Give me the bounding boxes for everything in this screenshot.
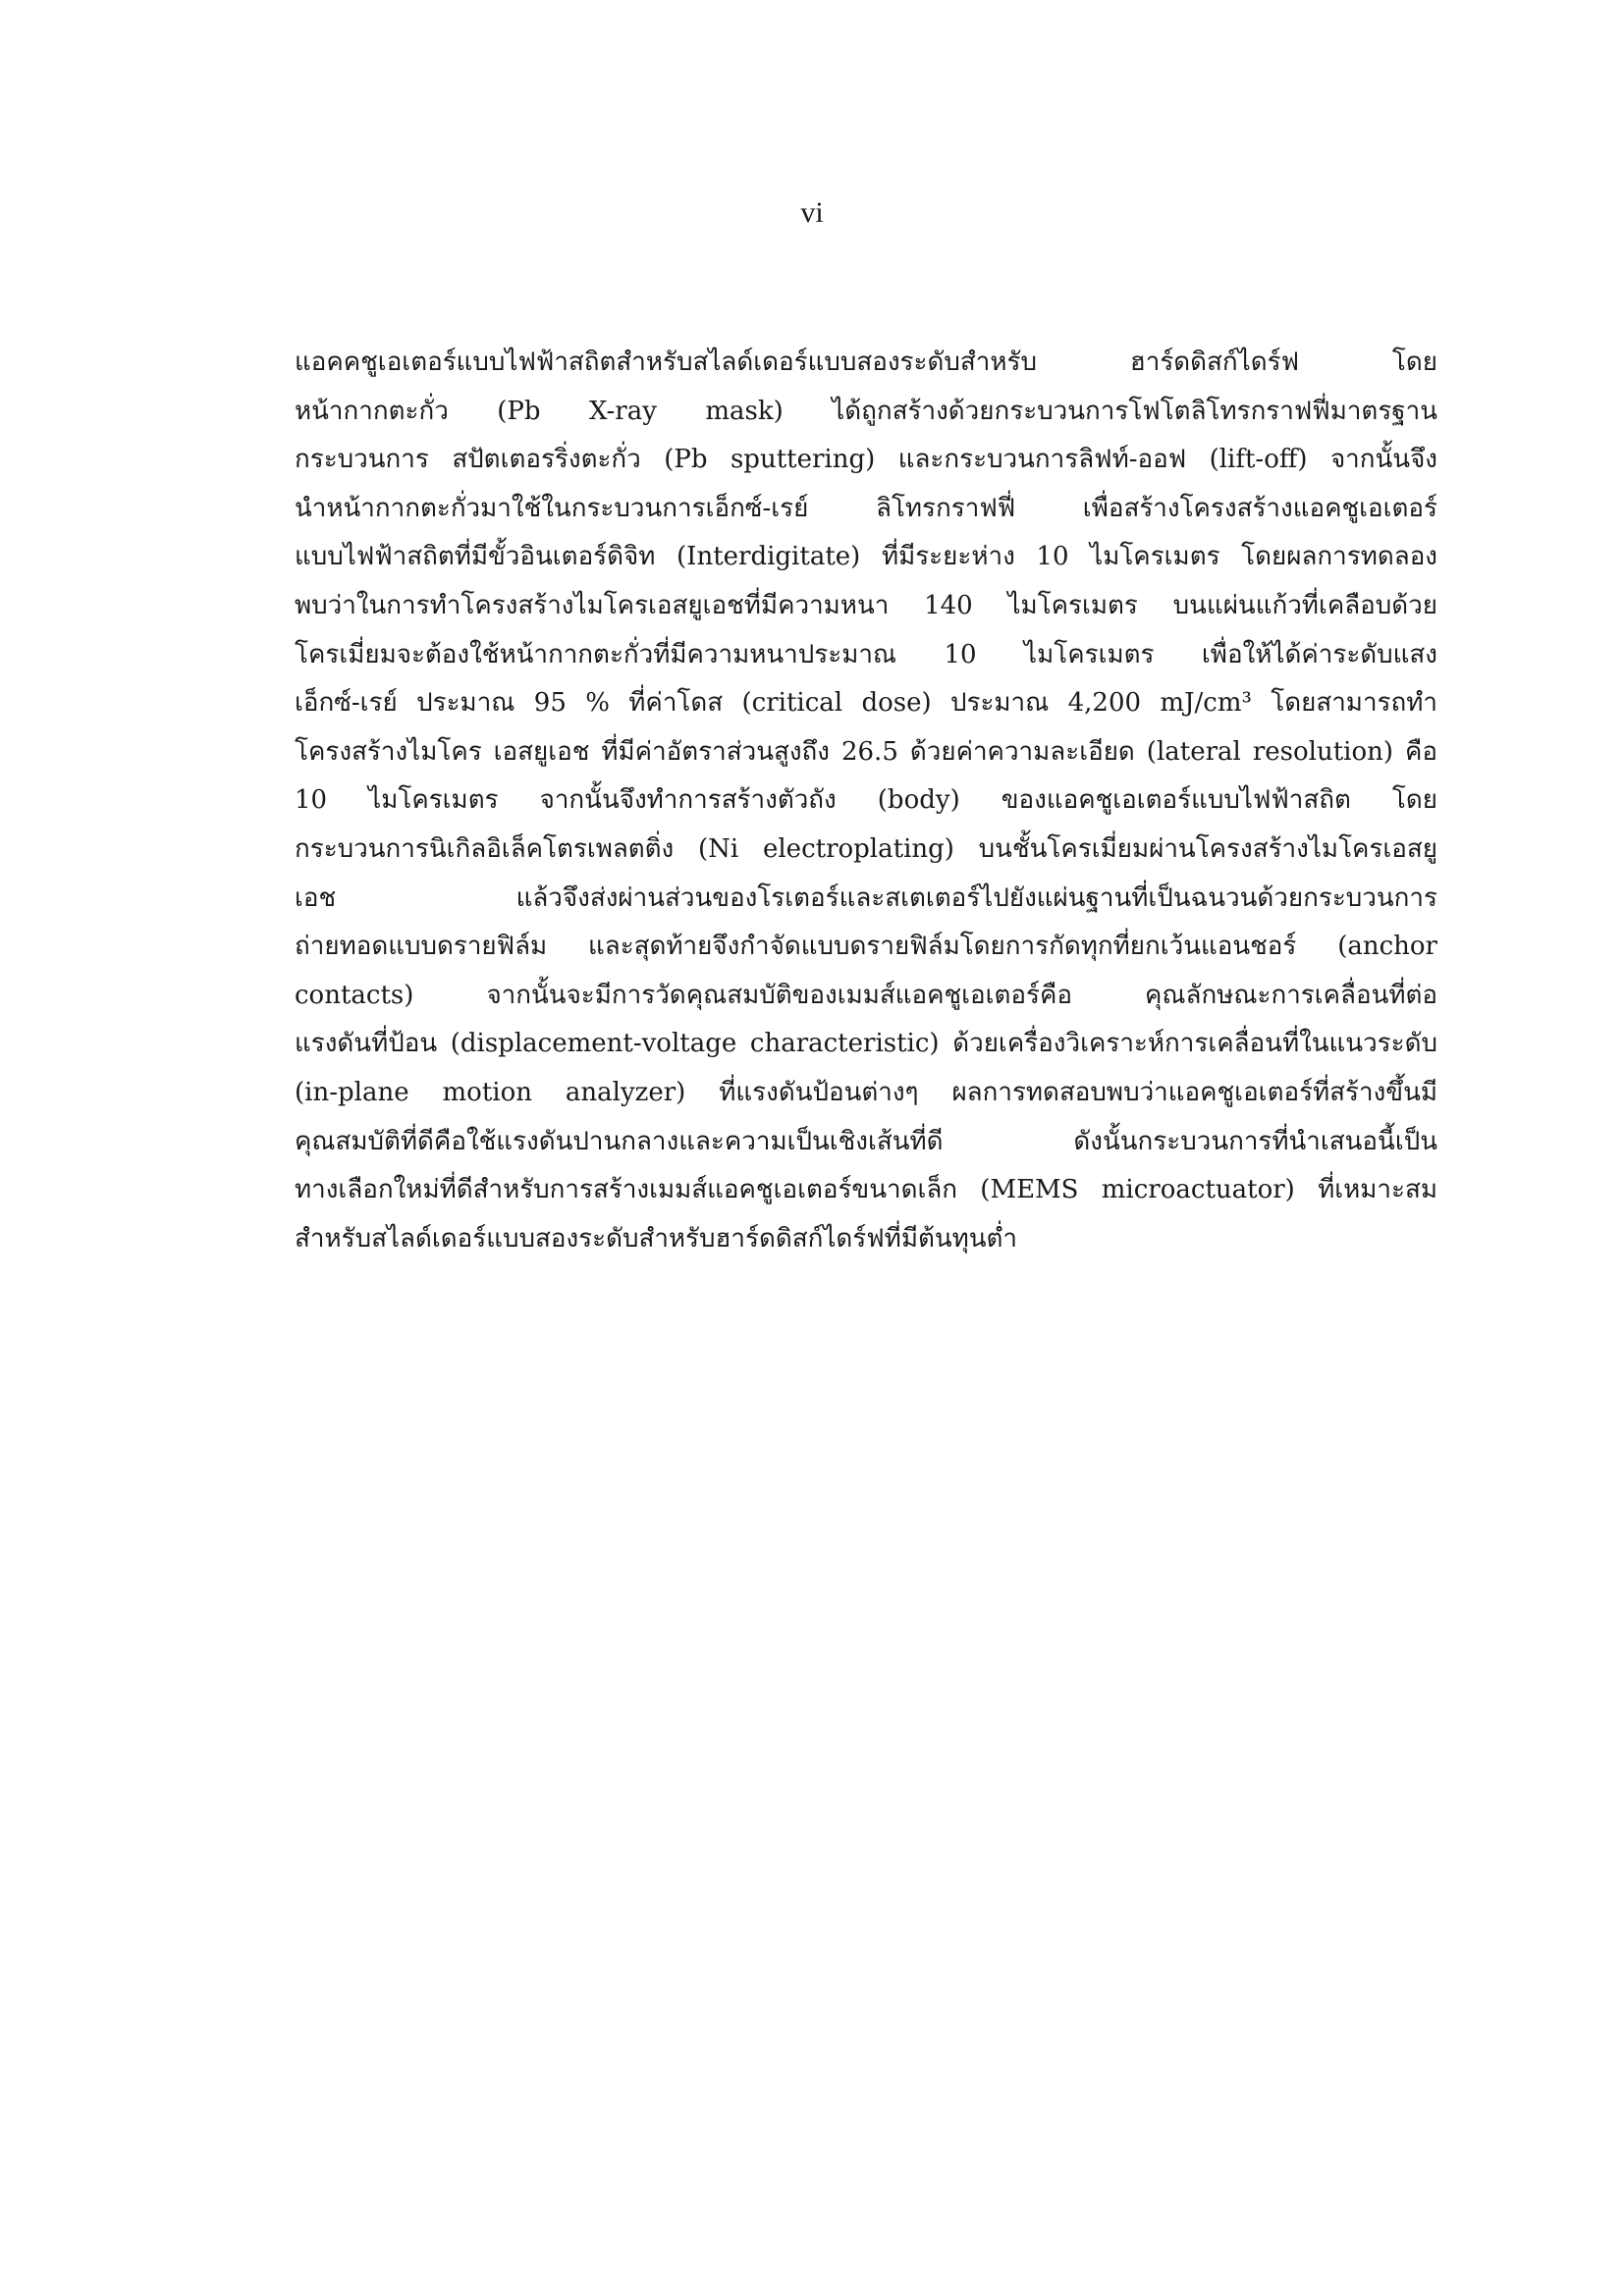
paragraph-line-18: ทางเลือกใหม่ที่ดีสำหรับการสร้างเมมส์แอคชูเอเตอร์ขนาดเล็ก (MEMS microactuator) ที่เหมาะสม	[295, 1175, 1437, 1205]
paragraph-line-9: โครงสร้างไมโคร เอสยูเอช ที่มีค่าอัตราส่วนสูงถึง 26.5 ด้วยค่าความละเอียด (lateral resolution) คือ	[295, 736, 1437, 767]
paragraph-line-15: แรงดันที่ป้อน (displacement-voltage characteristic) ด้วยเครื่องวิเคราะห์การเคลื่อนที่ในแนวระดับ	[295, 1029, 1437, 1059]
abstract-paragraph	[295, 339, 1437, 1263]
paragraph-line-1: แอคคชูเอเตอร์แบบไฟฟ้าสถิตสำหรับสไลด์เดอร์แบบสองระดับสำหรับ ฮาร์ดดิสก์ไดร์ฟ โดย	[295, 347, 1437, 377]
paragraph-line-11: กระบวนการนิเกิลอิเล็คโตรเพลตติ่ง (Ni electroplating) บนชั้นโครเมี่ยมผ่านโครงสร้างไมโครเอสยู	[295, 833, 1437, 864]
paragraph-line-14: contacts) จากนั้นจะมีการวัดคุณสมบัติของเมมส์แอคชูเอเตอร์คือ คุณลักษณะการเคลื่อนที่ต่อ	[295, 980, 1437, 1010]
paragraph-line-5: แบบไฟฟ้าสถิตที่มีขั้วอินเตอร์ดิจิท (Interdigitate) ที่มีระยะห่าง 10 ไมโครเมตร โดยผลการทดลอง	[295, 542, 1437, 572]
paragraph-line-7: โครเมี่ยมจะต้องใช้หน้ากากตะกั่วที่มีความหนาประมาณ 10 ไมโครเมตร เพื่อให้ได้ค่าระดับแสง	[295, 639, 1437, 669]
paragraph-line-13: ถ่ายทอดแบบดรายฟิล์ม และสุดท้ายจึงกำจัดแบบดรายฟิล์มโดยการกัดทุกที่ยกเว้นแอนชอร์ (anchor	[295, 932, 1437, 962]
paragraph-line-12: เอช แล้วจึงส่งผ่านส่วนของโรเตอร์และสเตเตอร์ไปยังแผ่นฐานที่เป็นฉนวนด้วยกระบวนการ	[295, 882, 1437, 913]
paragraph-line-10: 10 ไมโครเมตร จากนั้นจึงทำการสร้างตัวถัง (body) ของแอคชูเอเตอร์แบบไฟฟ้าสถิต โดย	[295, 785, 1437, 816]
paragraph-line-16: (in-plane motion analyzer) ที่แรงดันป้อนต่างๆ ผลการทดสอบพบว่าแอคชูเอเตอร์ที่สร้างขึ้นมี	[295, 1077, 1437, 1107]
paragraph-line-17: คุณสมบัติที่ดีคือใช้แรงดันปานกลางและความเป็นเชิงเส้นที่ดี ดังนั้นกระบวนการที่นำเสนอนี้เป็น	[295, 1126, 1437, 1156]
paragraph-line-2: หน้ากากตะกั่ว (Pb X-ray mask) ได้ถูกสร้างด้วยกระบวนการโฟโตลิโทรกราฟฟี่มาตรฐาน	[295, 396, 1437, 426]
paragraph-line-8: เอ็กซ์-เรย์ ประมาณ 95 % ที่ค่าโดส (critical dose) ประมาณ 4,200 mJ/cm³ โดยสามารถทำ	[295, 688, 1437, 719]
page-number: vi	[800, 196, 824, 229]
paragraph-line-4: นำหน้ากากตะกั่วมาใช้ในกระบวนการเอ็กซ์-เรย์ ลิโทรกราฟฟี่ เพื่อสร้างโครงสร้างแอคชูเอเตอร์	[295, 493, 1437, 523]
paragraph-line-19: สำหรับสไลด์เดอร์แบบสองระดับสำหรับฮาร์ดดิสก์ไดร์ฟที่มีต้นทุนต่ำ	[295, 1223, 1018, 1254]
paragraph-line-6: พบว่าในการทำโครงสร้างไมโครเอสยูเอชที่มีความหนา 140 ไมโครเมตร บนแผ่นแก้วที่เคลือบด้วย	[295, 590, 1437, 620]
paragraph-line-3: กระบวนการ สปัตเตอรริ่งตะกั่ว (Pb sputtering) และกระบวนการลิฟท์-ออฟ (lift-off) จากนั้นจึง	[295, 445, 1437, 475]
